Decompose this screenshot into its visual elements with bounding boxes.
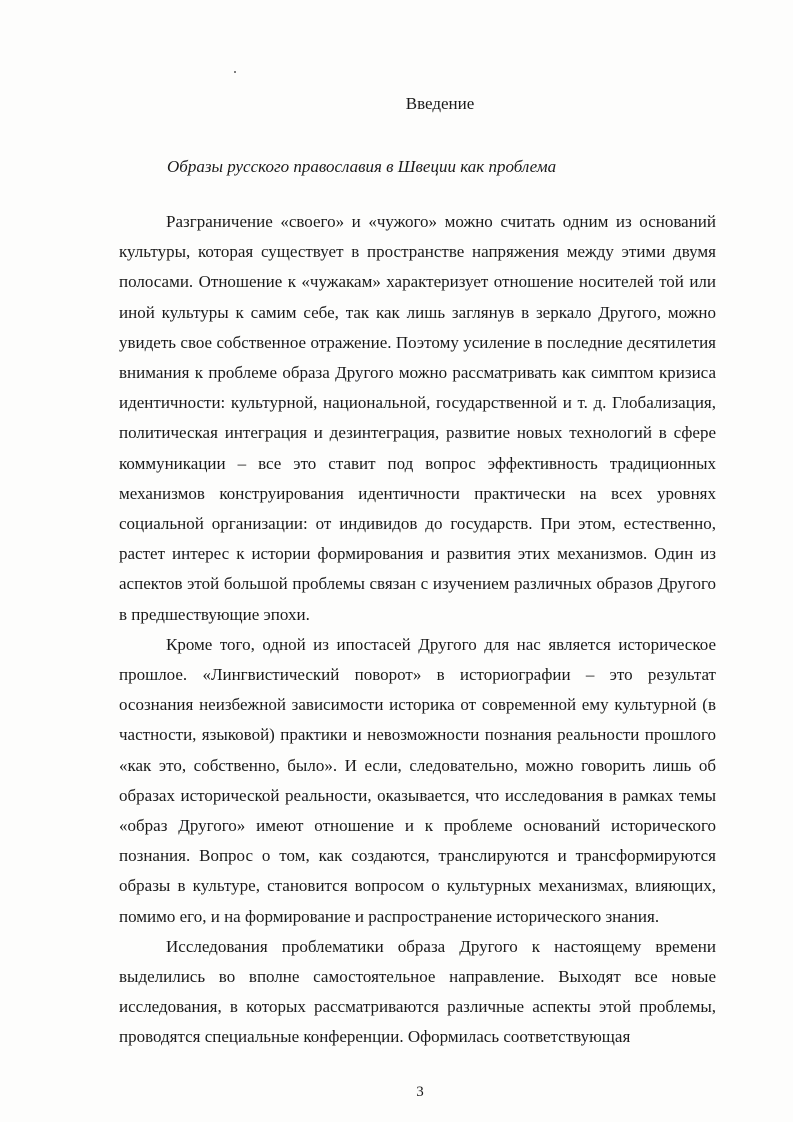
scan-speck — [234, 71, 236, 73]
section-subtitle: Образы русского православия в Швеции как проблема — [167, 157, 557, 176]
paragraph-3: Исследования проблематики образа Другого к настоящему времени выделились во вполне самостоятельное направление. Выходят все новые исследования, в которых рассматриваются различные аспекты этой проблемы, проводятся специальные конференции. Оформилась соответствующая — [119, 936, 716, 1047]
paragraph-2: Кроме того, одной из ипостасей Другого для нас является историческое прошлое. «Лингвистический поворот» в историографии – это результат осознания неизбежной зависимости историка от современной ему культурной (в частности, языковой) практики и невозможности познания реальности прошлого «как это, собственно, было». И если, следовательно, можно говорить лишь об образах исторической реальности, оказывается, что исследования в рамках темы «образ Другого» имеют отношение и к проблеме оснований исторического познания. Вопрос о том, как создаются, транслируются и трансформируются образы в культуре, становится вопросом о культурных механизмах, влияющих, помимо его, и на формирование и распространение исторического знания. — [119, 634, 716, 926]
page-number: 3 — [416, 1084, 424, 1100]
paragraph-1: Разграничение «своего» и «чужого» можно считать одним из оснований культуры, которая существует в пространстве напряжения между этими двумя полосами. Отношение к «чужакам» характеризует отношение носителей той или иной культуры к самим себе, так как лишь заглянув в зеркало Другого, можно увидеть свое собственное отражение. Поэтому усиление в последние десятилетия внимания к проблеме образа Другого можно рассматривать как симптом кризиса идентичности: культурной, национальной, государственной и т. д. Глобализация, политическая интеграция и дезинтеграция, развитие новых технологий в сфере коммуникации – все это ставит под вопрос эффективность традиционных механизмов конструирования идентичности практически на всех уровнях социальной организации: от индивидов до государств. При этом, естественно, растет интерес к истории формирования и развития этих механизмов. Один из аспектов этой большой проблемы связан с изучением различных образов Другого в предшествующие эпохи. — [119, 212, 716, 624]
body-text — [119, 207, 716, 1053]
section-heading: Введение — [405, 94, 475, 113]
